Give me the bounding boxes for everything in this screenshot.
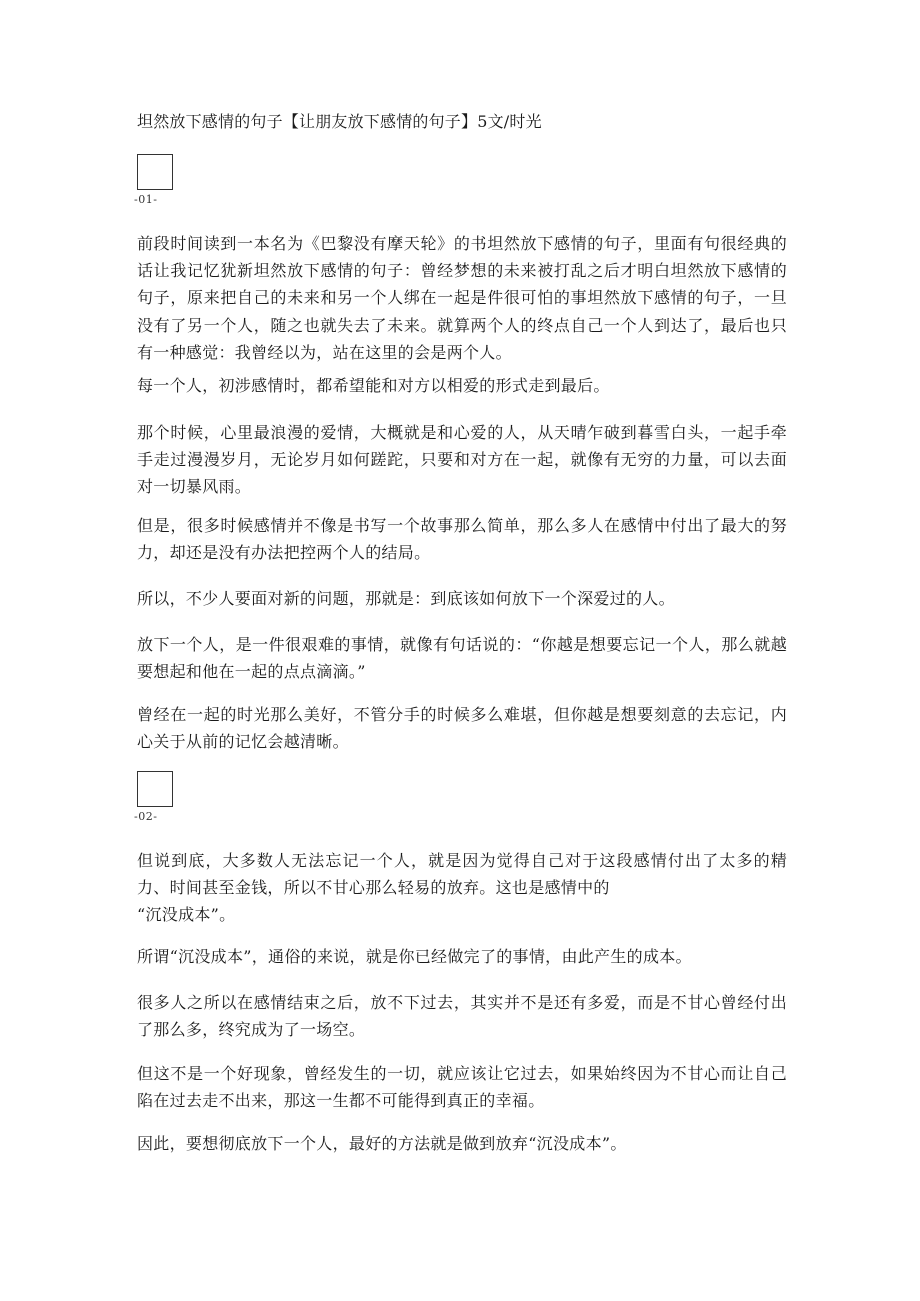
paragraph: 放下一个人，是一件很艰难的事情，就像有句话说的：“你越是想要忘记一个人，那么就越要想起和他在一起的点点滴滴。” xyxy=(137,635,787,682)
paragraph: 每一个人，初涉感情时，都希望能和对方以相爱的形式走到最后。 xyxy=(137,376,610,395)
paragraph: 但是，很多时候感情并不像是书写一个故事那么简单，那么多人在感情中付出了最大的努力，却还是没有办法把控两个人的结局。 xyxy=(137,516,787,563)
image-placeholder-01 xyxy=(137,154,173,190)
image-placeholder-02 xyxy=(137,771,173,807)
document-title: 坦然放下感情的句子【让朋友放下感情的句子】5文/时光 xyxy=(137,112,542,131)
paragraph: 那个时候，心里最浪漫的爱情，大概就是和心爱的人，从天晴乍破到暮雪白头，一起手牵手走过漫漫岁月，无论岁月如何蹉跎，只要和对方在一起，就像有无穷的力量，可以去面对一切暴风雨。 xyxy=(137,423,787,497)
paragraph: 很多人之所以在感情结束之后，放不下过去，其实并不是还有多爱，而是不甘心曾经付出了那么多，终究成为了一场空。 xyxy=(137,993,787,1040)
paragraph: 但说到底，大多数人无法忘记一个人，就是因为觉得自己对于这段感情付出了太多的精力、时间甚至金钱，所以不甘心那么轻易的放弃。这也是感情中的 xyxy=(137,851,787,898)
paragraph: 前段时间读到一本名为《巴黎没有摩天轮》的书坦然放下感情的句子，里面有句很经典的话让我记忆犹新坦然放下感情的句子：曾经梦想的未来被打乱之后才明白坦然放下感情的句子，原来把自己的未来和另一个人绑在一起是件很可怕的事坦然放下感情的句子，一旦没有了另一个人，随之也就失去了未来。就算两个人的终点自己一个人到达了，最后也只有一种感觉：我曾经以为，站在这里的会是两个人。 xyxy=(137,234,787,362)
paragraph: “沉没成本”。 xyxy=(137,905,236,924)
section-label-01: -01- xyxy=(134,193,158,206)
paragraph: 所以，不少人要面对新的问题，那就是：到底该如何放下一个深爱过的人。 xyxy=(137,589,675,608)
paragraph: 曾经在一起的时光那么美好，不管分手的时候多么难堪，但你越是想要刻意的去忘记，内心关于从前的记忆会越清晰。 xyxy=(137,705,787,752)
section-label-02: -02- xyxy=(134,810,158,823)
paragraph: 所谓“沉没成本”，通俗的来说，就是你已经做完了的事情，由此产生的成本。 xyxy=(137,947,692,966)
paragraph: 因此，要想彻底放下一个人，最好的方法就是做到放弃“沉没成本”。 xyxy=(137,1134,627,1153)
paragraph: 但这不是一个好现象，曾经发生的一切，就应该让它过去，如果始终因为不甘心而让自己陷在过去走不出来，那这一生都不可能得到真正的幸福。 xyxy=(137,1064,787,1111)
